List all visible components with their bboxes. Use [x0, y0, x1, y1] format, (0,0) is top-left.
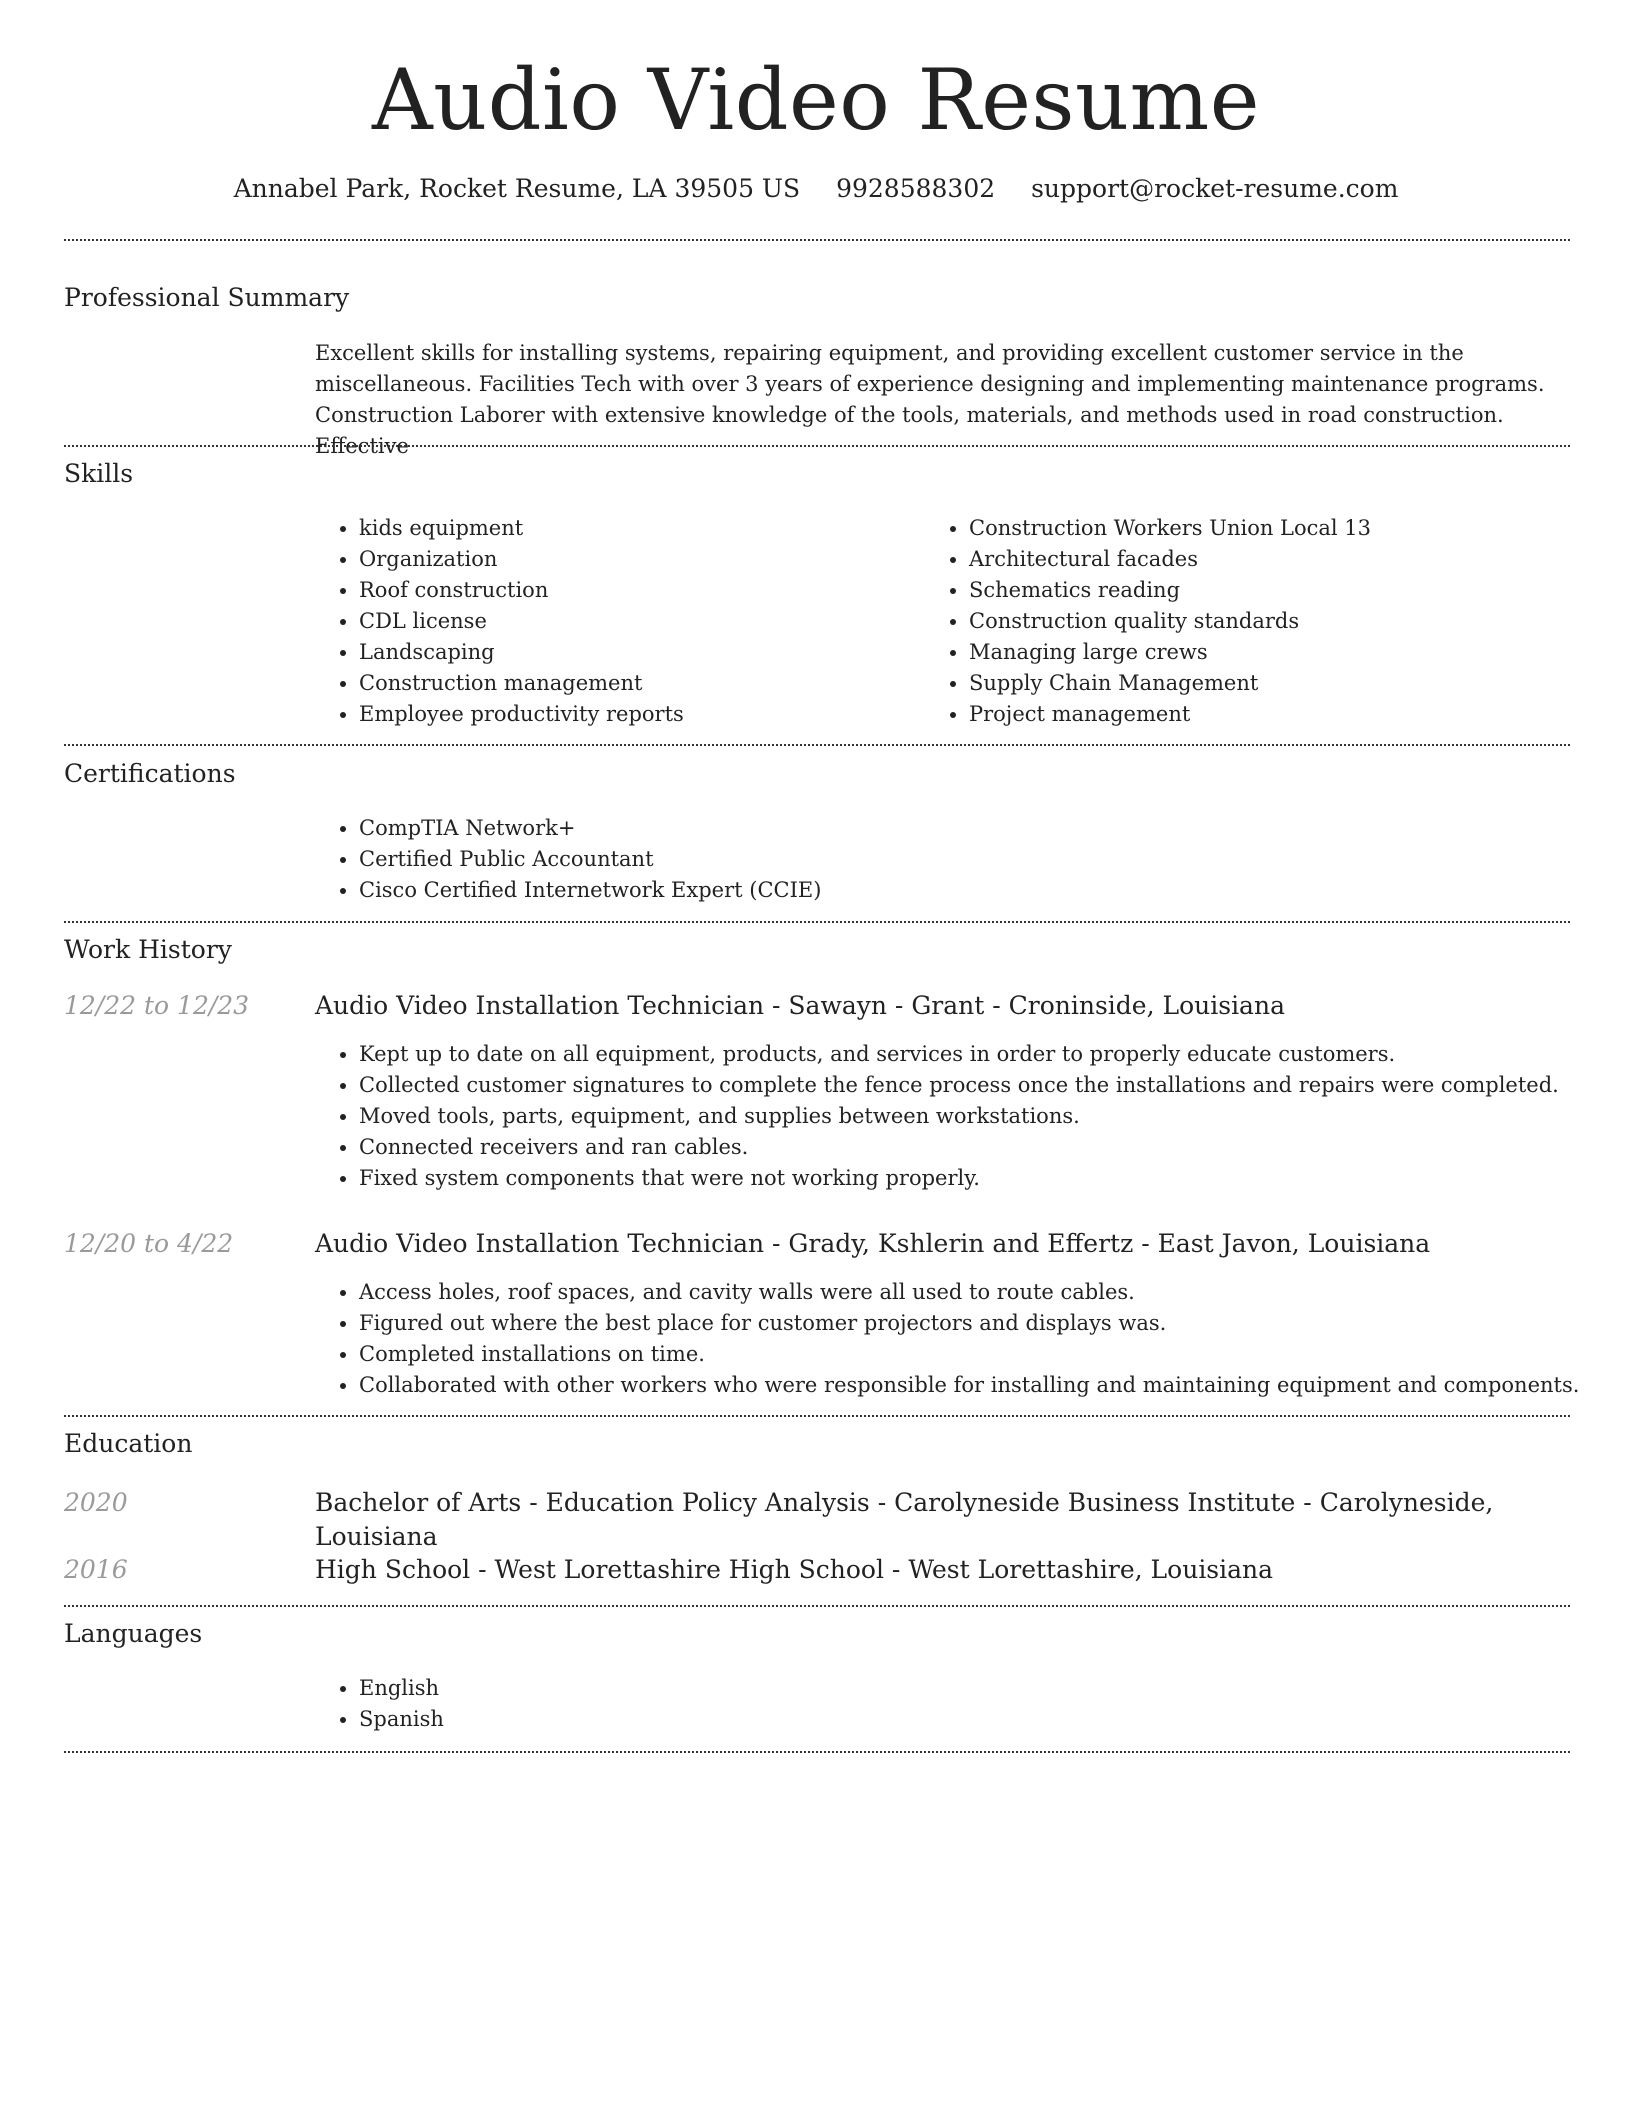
list-item: • Cisco Certified Internetwork Expert (CCIE): [359, 875, 1609, 906]
education-entry: High School - West Lorettashire High School - West Lorettashire, Louisiana: [315, 1555, 1274, 1584]
contact-line: [0, 172, 1632, 206]
section-title-languages: Languages: [64, 1619, 203, 1648]
education-year: 2016: [64, 1555, 128, 1584]
list-item: • Schematics reading: [969, 575, 1609, 606]
list-item: • Fixed system components that were not working properly.: [359, 1163, 1609, 1194]
section-title-work: Work History: [64, 935, 232, 964]
list-item: • CompTIA Network+: [359, 813, 1609, 844]
list-item: • Collected customer signatures to complete the fence process once the installations and repairs were completed.: [359, 1070, 1609, 1101]
job-title: Audio Video Installation Technician - Sawayn - Grant - Croninside, Louisiana: [315, 991, 1285, 1020]
list-item: • Connected receivers and ran cables.: [359, 1132, 1609, 1163]
job-dates: 12/20 to 4/22: [64, 1229, 234, 1258]
list-item: • Roof construction: [359, 575, 919, 606]
list-item: • English: [359, 1673, 1609, 1704]
divider: [64, 921, 1570, 923]
section-title-skills: Skills: [64, 459, 134, 488]
list-item: • Landscaping: [359, 637, 919, 668]
section-title-certifications: Certifications: [64, 759, 236, 788]
list-item: • Collaborated with other workers who were responsible for installing and maintaining equipment and components.: [359, 1370, 1609, 1401]
list-item: • Kept up to date on all equipment, products, and services in order to properly educate customers.: [359, 1039, 1609, 1070]
divider: [64, 445, 1570, 447]
section-title-education: Education: [64, 1429, 193, 1458]
phone: 9928588302: [836, 174, 996, 203]
list-item: • CDL license: [359, 606, 919, 637]
job-dates: 12/22 to 12/23: [64, 991, 250, 1020]
divider: [64, 1605, 1570, 1607]
education-year: 2020: [64, 1488, 128, 1517]
list-item: • Employee productivity reports: [359, 699, 919, 730]
job-bullets: [315, 1277, 1609, 1401]
list-item: • Organization: [359, 544, 919, 575]
list-item: • Construction quality standards: [969, 606, 1609, 637]
list-item: • Certified Public Accountant: [359, 844, 1609, 875]
job-title: Audio Video Installation Technician - Grady, Kshlerin and Effertz - East Javon, Louisiana: [315, 1229, 1431, 1258]
list-item: • Architectural facades: [969, 544, 1609, 575]
education-entry: Bachelor of Arts - Education Policy Analysis - Carolyneside Business Institute - Carolyneside, Louisiana: [315, 1488, 1494, 1551]
divider: [64, 1415, 1570, 1417]
list-item: • kids equipment: [359, 513, 919, 544]
skills-list-right: [925, 513, 1609, 730]
list-item: • Completed installations on time.: [359, 1339, 1609, 1370]
job-bullets: [315, 1039, 1609, 1194]
summary-text: Excellent skills for installing systems, repairing equipment, and providing excellent customer service in the miscellaneous. Facilities Tech with over 3 years of experience designing and implementing maintenance programs. Construction Laborer with extensive knowledge of the tools, materials, and methods used in road construction. Effective: [315, 341, 1545, 458]
section-title-summary: Professional Summary: [64, 283, 350, 312]
languages-list: [315, 1673, 1609, 1735]
divider: [64, 744, 1570, 746]
skills-list-left: [315, 513, 919, 730]
resume-title: Audio Video Resume: [371, 51, 1260, 149]
email: support@rocket-resume.com: [1031, 174, 1399, 203]
list-item: • Spanish: [359, 1704, 1609, 1735]
address: Annabel Park, Rocket Resume, LA 39505 US: [233, 174, 801, 203]
list-item: • Construction Workers Union Local 13: [969, 513, 1609, 544]
divider: [64, 1751, 1570, 1753]
list-item: • Access holes, roof spaces, and cavity walls were all used to route cables.: [359, 1277, 1609, 1308]
list-item: • Figured out where the best place for customer projectors and displays was.: [359, 1308, 1609, 1339]
list-item: • Supply Chain Management: [969, 668, 1609, 699]
divider: [64, 239, 1570, 241]
list-item: • Construction management: [359, 668, 919, 699]
list-item: • Project management: [969, 699, 1609, 730]
list-item: • Moved tools, parts, equipment, and supplies between workstations.: [359, 1101, 1609, 1132]
certifications-list: [315, 813, 1609, 906]
list-item: • Managing large crews: [969, 637, 1609, 668]
